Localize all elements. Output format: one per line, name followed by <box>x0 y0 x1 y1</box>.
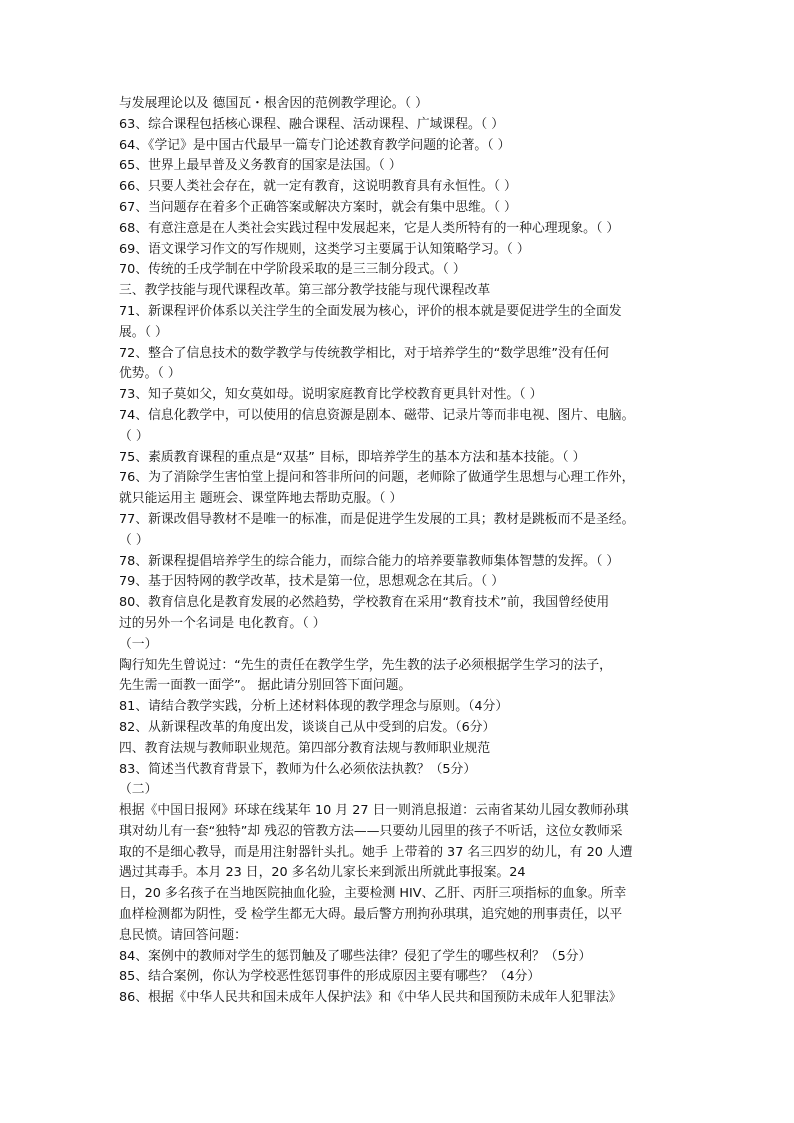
text-line: （ ） <box>119 428 149 444</box>
text-line: 69、语文课学习作文的写作规则，这类学习主要属于认知策略学习。（ ） <box>119 241 530 257</box>
text-line: 81、请结合教学实践，分析上述材料体现的教学理念与原则。（4分） <box>119 699 509 715</box>
text-line: 66、只要人类社会存在，就一定有教育，这说明教育具有永恒性。（ ） <box>119 179 517 195</box>
text-line: 过的另外一个名词是 电化教育。（ ） <box>119 615 326 631</box>
text-line: 67、当问题存在着多个正确答案或解决方案时，就会有集中思维。（ ） <box>119 199 517 215</box>
text-line: 85、结合案例，你认为学校恶性惩罚事件的形成原因主要有哪些？（4分） <box>119 969 541 985</box>
text-line: （二） <box>119 782 158 798</box>
text-line: 与发展理论以及 德国瓦・根舍因的范例教学理论。（ ） <box>119 96 428 111</box>
text-line: 64、《学记》是中国古代最早一篇专门论述教育教学问题的论著。（ ） <box>119 137 511 153</box>
text-line: （一） <box>119 636 158 652</box>
text-line: 取的不是细心教导，而是用注射器针头扎。她手 上带着的 37 名三四岁的幼儿，有 20 人遭 <box>119 844 633 860</box>
text-line: 展。（ ） <box>119 324 168 340</box>
text-line: 73、知子莫如父，知女莫如母。说明家庭教育比学校教育更具针对性。（ ） <box>119 387 543 403</box>
text-line: 琪对幼儿有一套“独特”却 残忍的管教方法——只要幼儿园里的孩子不听话，这位女教师采 <box>119 823 623 839</box>
text-line: 86、根据《中华人民共和国未成年人保护法》和《中华人民共和国预防未成年人犯罪法》 <box>119 990 622 1006</box>
text-line: 83、简述当代教育背景下，教师为什么必须依法执教？（5分） <box>119 761 477 777</box>
document-body <box>119 94 679 1009</box>
text-line: 遇过其毒手。本月 23 日，20 多名幼儿家长来到派出所就此事报案。24 <box>119 865 526 881</box>
text-line: 80、教育信息化是教育发展的必然趋势，学校教育在采用“教育技术”前，我国曾经使用 <box>119 595 610 611</box>
text-line: 65、世界上最早普及义务教育的国家是法国。（ ） <box>119 158 402 174</box>
text-line: 63、综合课程包括核心课程、融合课程、活动课程、广域课程。（ ） <box>119 116 505 132</box>
text-line: 就只能运用主 题班会、课堂阵地去帮助克服。（ ） <box>119 491 403 507</box>
text-line: 68、有意注意是在人类社会实践过程中发展起来，它是人类所特有的一种心理现象。（ ） <box>119 220 620 236</box>
text-line: 78、新课程提倡培养学生的综合能力，而综合能力的培养要靠教师集体智慧的发挥。（ ） <box>119 553 620 569</box>
text-line: 71、新课程评价体系以关注学生的全面发展为核心，评价的根本就是要促进学生的全面发 <box>119 303 622 319</box>
text-line: （ ） <box>119 532 149 548</box>
text-line: 75、素质教育课程的重点是“双基” 目标，即培养学生的基本方法和基本技能。（ ） <box>119 449 586 465</box>
text-line: 血样检测都为阴性，受 检学生都无大碍。最后警方刑拘孙琪琪，追究她的刑事责任，以平 <box>119 907 623 923</box>
text-line: 79、基于因特网的教学改革，技术是第一位，思想观念在其后。（ ） <box>119 574 505 590</box>
text-line: 84、案例中的教师对学生的惩罚触及了哪些法律？侵犯了学生的哪些权利？（5分） <box>119 948 592 964</box>
text-line: 三、教学技能与现代课程改革。第三部分教学技能与现代课程改革 <box>119 283 491 299</box>
text-line: 82、从新课程改革的角度出发，谈谈自己从中受到的启发。（6分） <box>119 719 496 735</box>
text-line: 70、传统的壬戌学制在中学阶段采取的是三三制分段式。（ ） <box>119 262 466 278</box>
text-line: 先生需一面教一面学”。 据此请分别回答下面问题。 <box>119 678 412 694</box>
text-line: 陶行知先生曾说过：“先生的责任在教学生学，先生教的法子必须根据学生学习的法子， <box>119 657 612 673</box>
text-line: 优势。（ ） <box>119 366 181 382</box>
text-line: 根据《中国日报网》环球在线某年 10 月 27 日一则消息报道：云南省某幼儿园女教师孙琪 <box>119 803 629 819</box>
text-line: 日，20 多名孩子在当地医院抽血化验，主要检测 HIV、乙肝、丙肝三项指标的血象。所幸 <box>119 886 627 902</box>
text-line: 72、整合了信息技术的数学教学与传统教学相比，对于培养学生的“数学思维”没有任何 <box>119 345 610 361</box>
text-line: 四、教育法规与教师职业规范。第四部分教育法规与教师职业规范 <box>119 740 491 756</box>
text-line: 76、为了消除学生害怕堂上提问和答非所问的问题，老师除了做通学生思想与心理工作外， <box>119 470 635 486</box>
text-line: 息民愤。请回答问题： <box>119 927 247 943</box>
text-line: 74、信息化教学中，可以使用的信息资源是剧本、磁带、记录片等而非电视、图片、电脑。 <box>119 407 635 423</box>
text-line: 77、新课改倡导教材不是唯一的标准，而是促进学生发展的工具；教材是跳板而不是圣经。 <box>119 511 635 527</box>
